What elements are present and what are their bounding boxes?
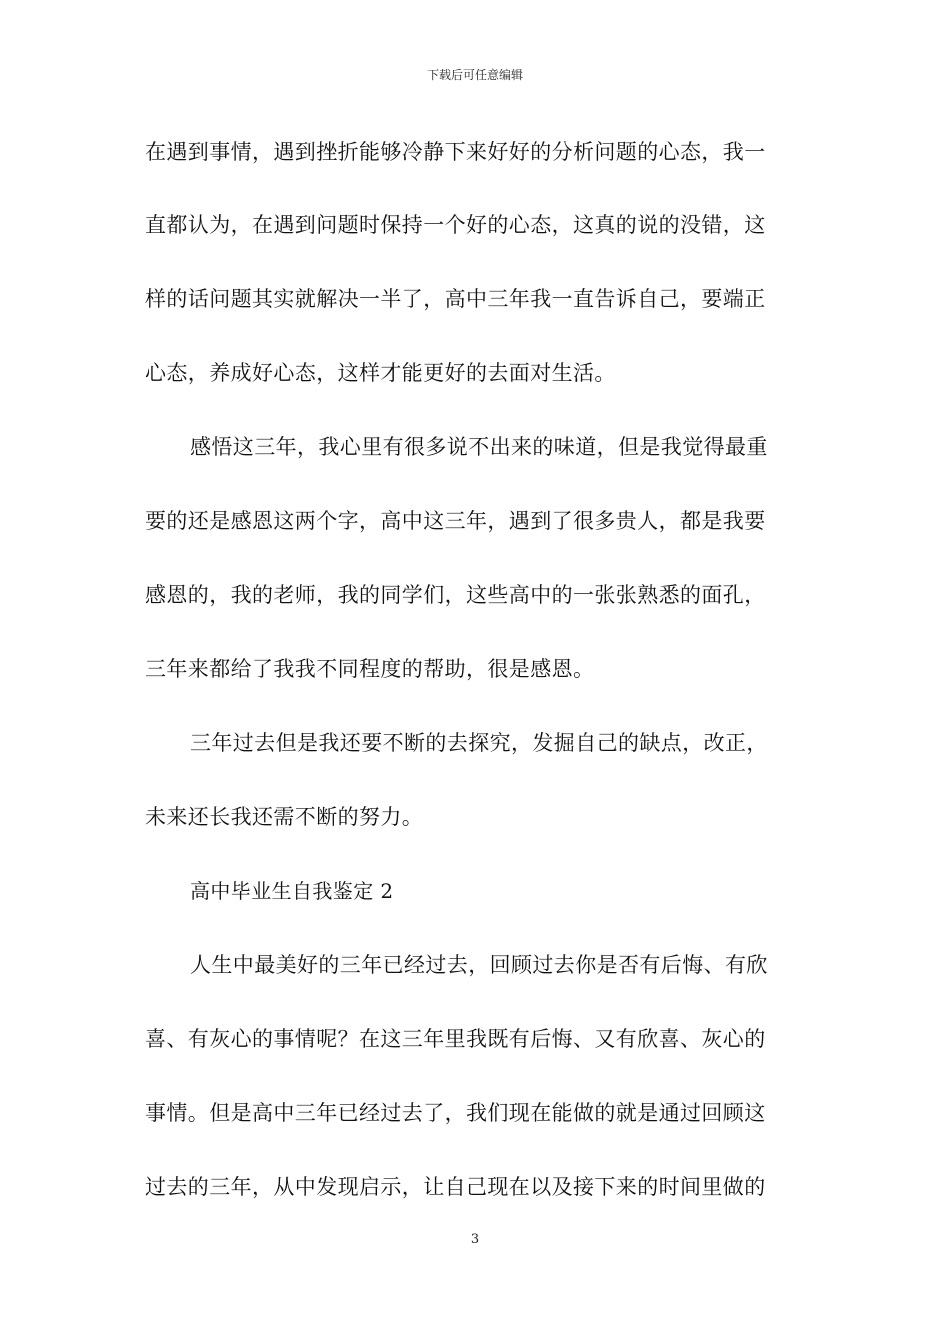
paragraph-line: 要的还是感恩这两个字，高中这三年，遇到了很多贵人，都是我要 (145, 509, 766, 533)
paragraph-line: 喜、有灰心的事情呢？在这三年里我既有后悔、又有欣喜、灰心的 (145, 1027, 766, 1051)
paragraph-line: 过去的三年，从中发现启示，让自己现在以及接下来的时间里做的 (145, 1175, 766, 1199)
paragraph-line: 事情。但是高中三年已经过去了，我们现在能做的就是通过回顾这 (145, 1101, 766, 1125)
paragraph-line: 未来还长我还需不断的努力。 (145, 805, 424, 829)
page-header: 下载后可任意编辑 (426, 68, 523, 82)
paragraph-line: 三年来都给了我我不同程度的帮助，很是感恩。 (145, 657, 595, 681)
page-number: 3 (470, 1232, 480, 1247)
paragraph-line: 直都认为，在遇到问题时保持一个好的心态，这真的说的没错，这 (145, 213, 766, 237)
paragraph-line: 样的话问题其实就解决一半了，高中三年我一直告诉自己，要端正 (145, 287, 766, 311)
section-heading: 高中毕业生自我鉴定 2 (190, 879, 394, 903)
paragraph-line: 感悟这三年，我心里有很多说不出来的味道，但是我觉得最重 (190, 435, 768, 459)
paragraph-line: 感恩的，我的老师，我的同学们，这些高中的一张张熟悉的面孔， (145, 583, 766, 607)
paragraph-line: 心态，养成好心态，这样才能更好的去面对生活。 (145, 361, 616, 385)
paragraph-line: 三年过去但是我还要不断的去探究，发掘自己的缺点，改正， (190, 731, 768, 755)
paragraph-line: 人生中最美好的三年已经过去，回顾过去你是否有后悔、有欣 (190, 953, 768, 977)
paragraph-line: 在遇到事情，遇到挫折能够冷静下来好好的分析问题的心态，我一 (145, 140, 766, 164)
